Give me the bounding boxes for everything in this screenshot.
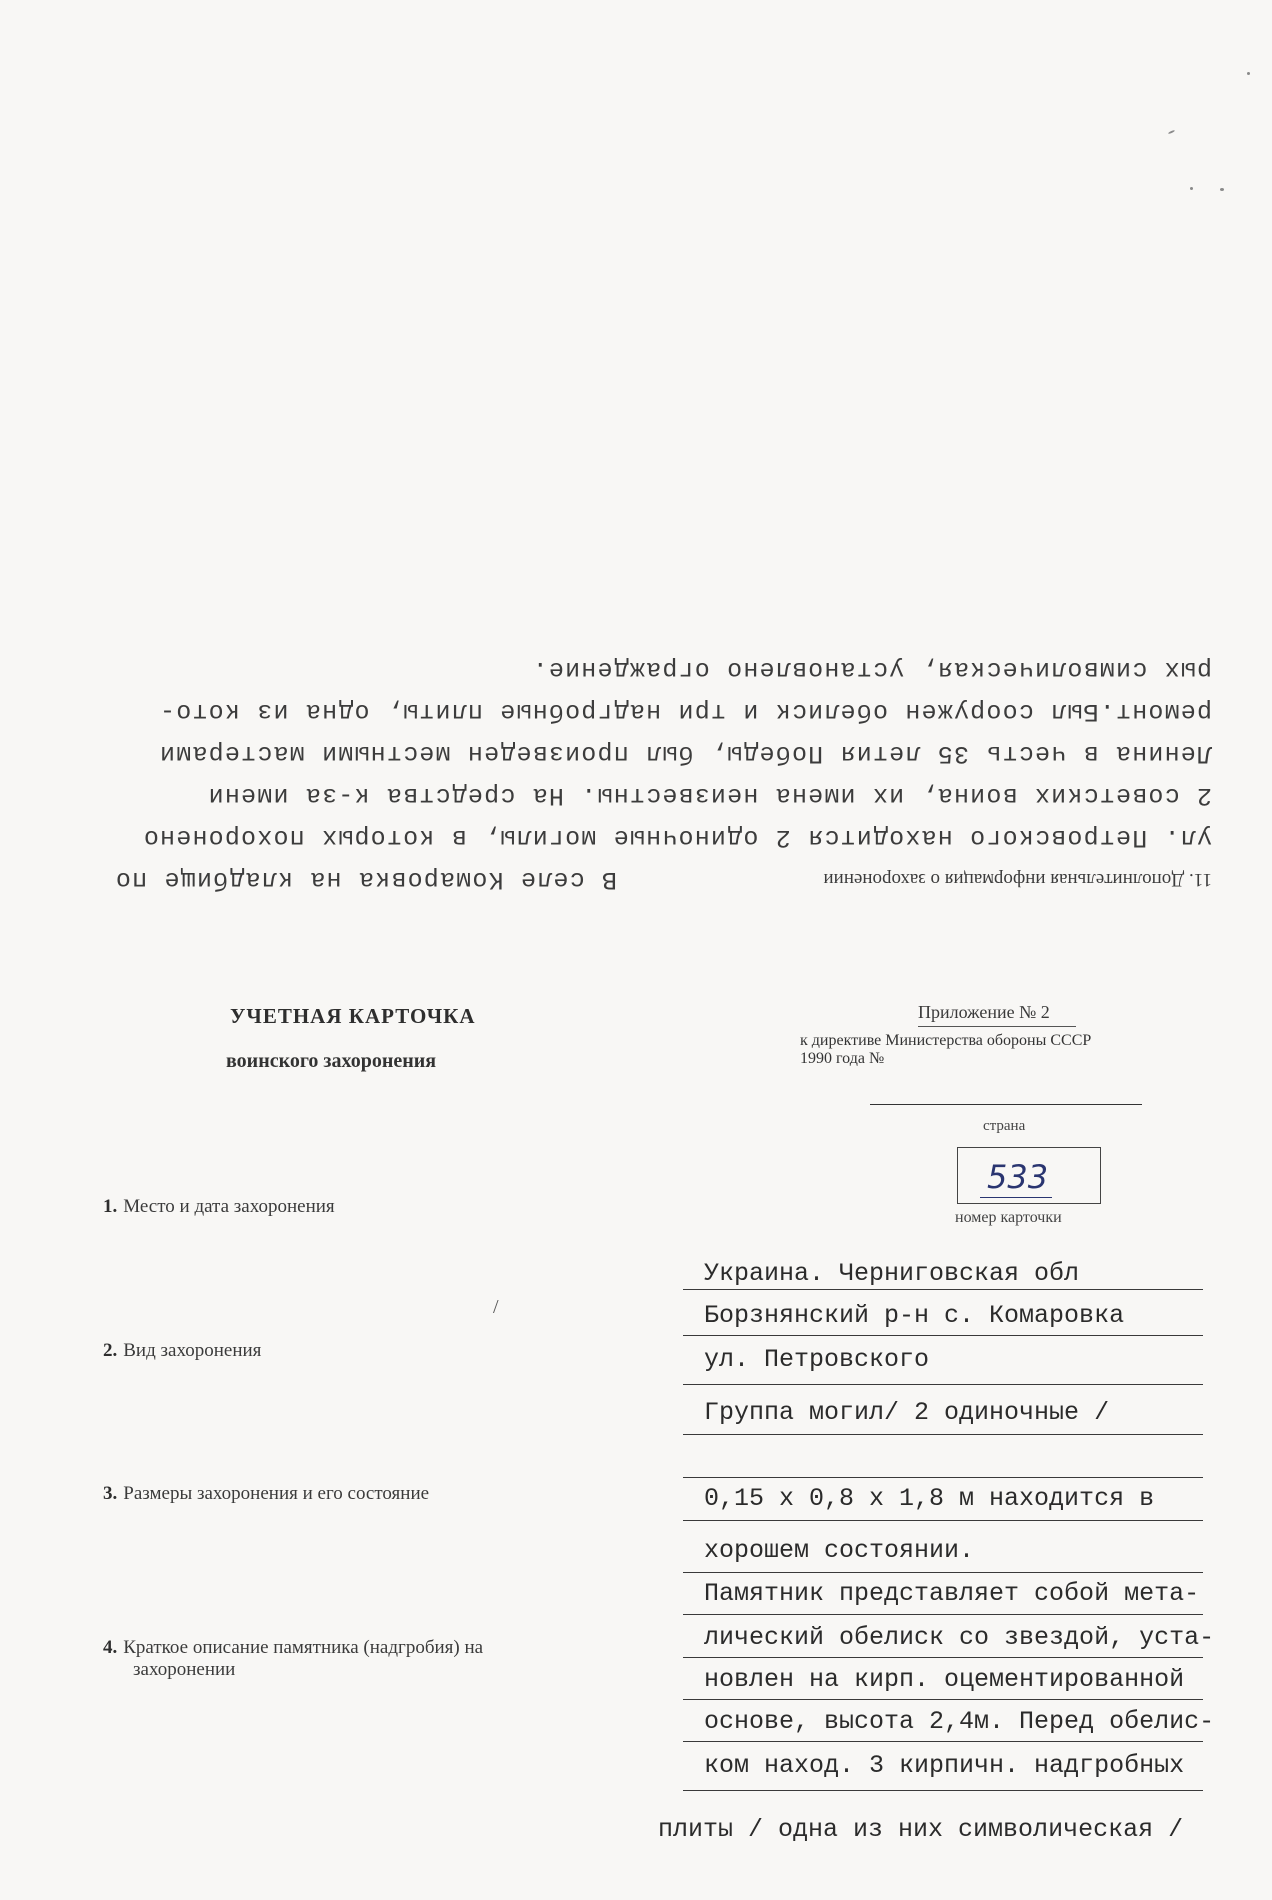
description-answer-line: основе, высота 2,4м. Перед обелис- — [704, 1707, 1215, 1736]
stray-pen-mark: / — [493, 1296, 499, 1318]
appendix-label: Приложение № 2 — [918, 1002, 1050, 1022]
upside-down-additional-info — [25, 640, 1257, 900]
answer-rule — [683, 1790, 1203, 1791]
directive-line: 1990 года № — [800, 1050, 885, 1067]
place-answer-line: Украина. Черниговская обл — [704, 1259, 1080, 1288]
size-answer-line: 0,15 х 0,8 х 1,8 м находится в — [704, 1484, 1155, 1513]
field-3-text: Размеры захоронения и его состояние — [123, 1483, 430, 1504]
answer-rule — [683, 1614, 1203, 1615]
answer-rule — [683, 1434, 1203, 1435]
field-1-number: 1. — [103, 1196, 118, 1217]
directive-line: к директиве Министерства обороны СССР — [800, 1032, 1092, 1049]
answer-rule — [683, 1741, 1203, 1742]
additional-info-line: ул. Петровского находится 2 одиночные могилы, в которых похоронено — [142, 823, 1212, 852]
ink-speck — [1190, 187, 1193, 190]
answer-rule — [683, 1520, 1203, 1521]
description-answer-line: лический обелиск со звездой, уста- — [704, 1623, 1215, 1652]
field-4-label — [103, 1637, 483, 1681]
answer-rule — [683, 1335, 1203, 1336]
answer-rule — [683, 1699, 1203, 1700]
description-answer-line: ком наход. 3 кирпичн. надгробных — [704, 1751, 1185, 1780]
field-3-number: 3. — [103, 1483, 118, 1504]
answer-rule — [683, 1289, 1203, 1290]
directive-reference — [800, 1032, 1091, 1068]
field-2-label — [103, 1340, 261, 1362]
answer-rule — [683, 1657, 1203, 1658]
field-2-number: 2. — [103, 1340, 118, 1361]
card-number: 533 — [987, 1158, 1049, 1196]
additional-info-line: Ленина в честь 35 летия Победы, был произведен местными мастерами — [158, 739, 1212, 768]
card-number-underline — [980, 1197, 1052, 1198]
appendix-underline — [918, 1026, 1076, 1027]
ink-speck — [1247, 72, 1250, 75]
field-3-label — [103, 1483, 429, 1505]
additional-info-line: 2 советских воина, их имена неизвестны. На средства к-за имени — [207, 781, 1212, 810]
field-1-text: Место и дата захоронения — [123, 1196, 335, 1217]
description-answer-line: плиты / одна из них символическая / — [658, 1815, 1184, 1844]
field-1-label — [103, 1196, 335, 1218]
field-4-text-cont: захоронении — [133, 1659, 236, 1680]
answer-rule — [683, 1384, 1203, 1385]
country-label: страна — [983, 1118, 1026, 1134]
field-2-text: Вид захоронения — [123, 1340, 262, 1361]
additional-info-caption: 11. Дополнительная информация о захоронении — [823, 869, 1212, 890]
card-number-label: номер карточки — [955, 1209, 1062, 1226]
size-answer-line: хорошем состоянии. — [704, 1536, 975, 1565]
additional-info-line: рых символическая, установлено ограждение. — [531, 655, 1212, 684]
additional-info-line: В селе Комаровка на кладбище по — [114, 865, 617, 894]
ink-speck — [1220, 188, 1224, 191]
place-answer-line: Борзнянский р-н с. Комаровка — [704, 1301, 1125, 1330]
description-answer-line: Памятник представляет собой мета- — [704, 1579, 1200, 1608]
description-answer-line: новлен на кирп. оцементированной — [704, 1665, 1185, 1694]
card-subtitle: воинского захоронения — [226, 1050, 437, 1072]
answer-rule — [683, 1477, 1203, 1478]
field-4-number: 4. — [103, 1637, 118, 1658]
place-answer-line: ул. Петровского — [704, 1345, 930, 1374]
burial-type-answer: Группа могил/ 2 одиночные / — [704, 1398, 1110, 1427]
field-4-text: Краткое описание памятника (надгробия) на — [123, 1637, 484, 1658]
answer-rule — [683, 1572, 1203, 1573]
additional-info-line: ремонт.Был сооружен обелиск и три надгробные плиты, одна из кото- — [158, 697, 1212, 726]
country-field-line — [870, 1104, 1142, 1105]
card-title: УЧЕТНАЯ КАРТОЧКА — [230, 1004, 476, 1028]
